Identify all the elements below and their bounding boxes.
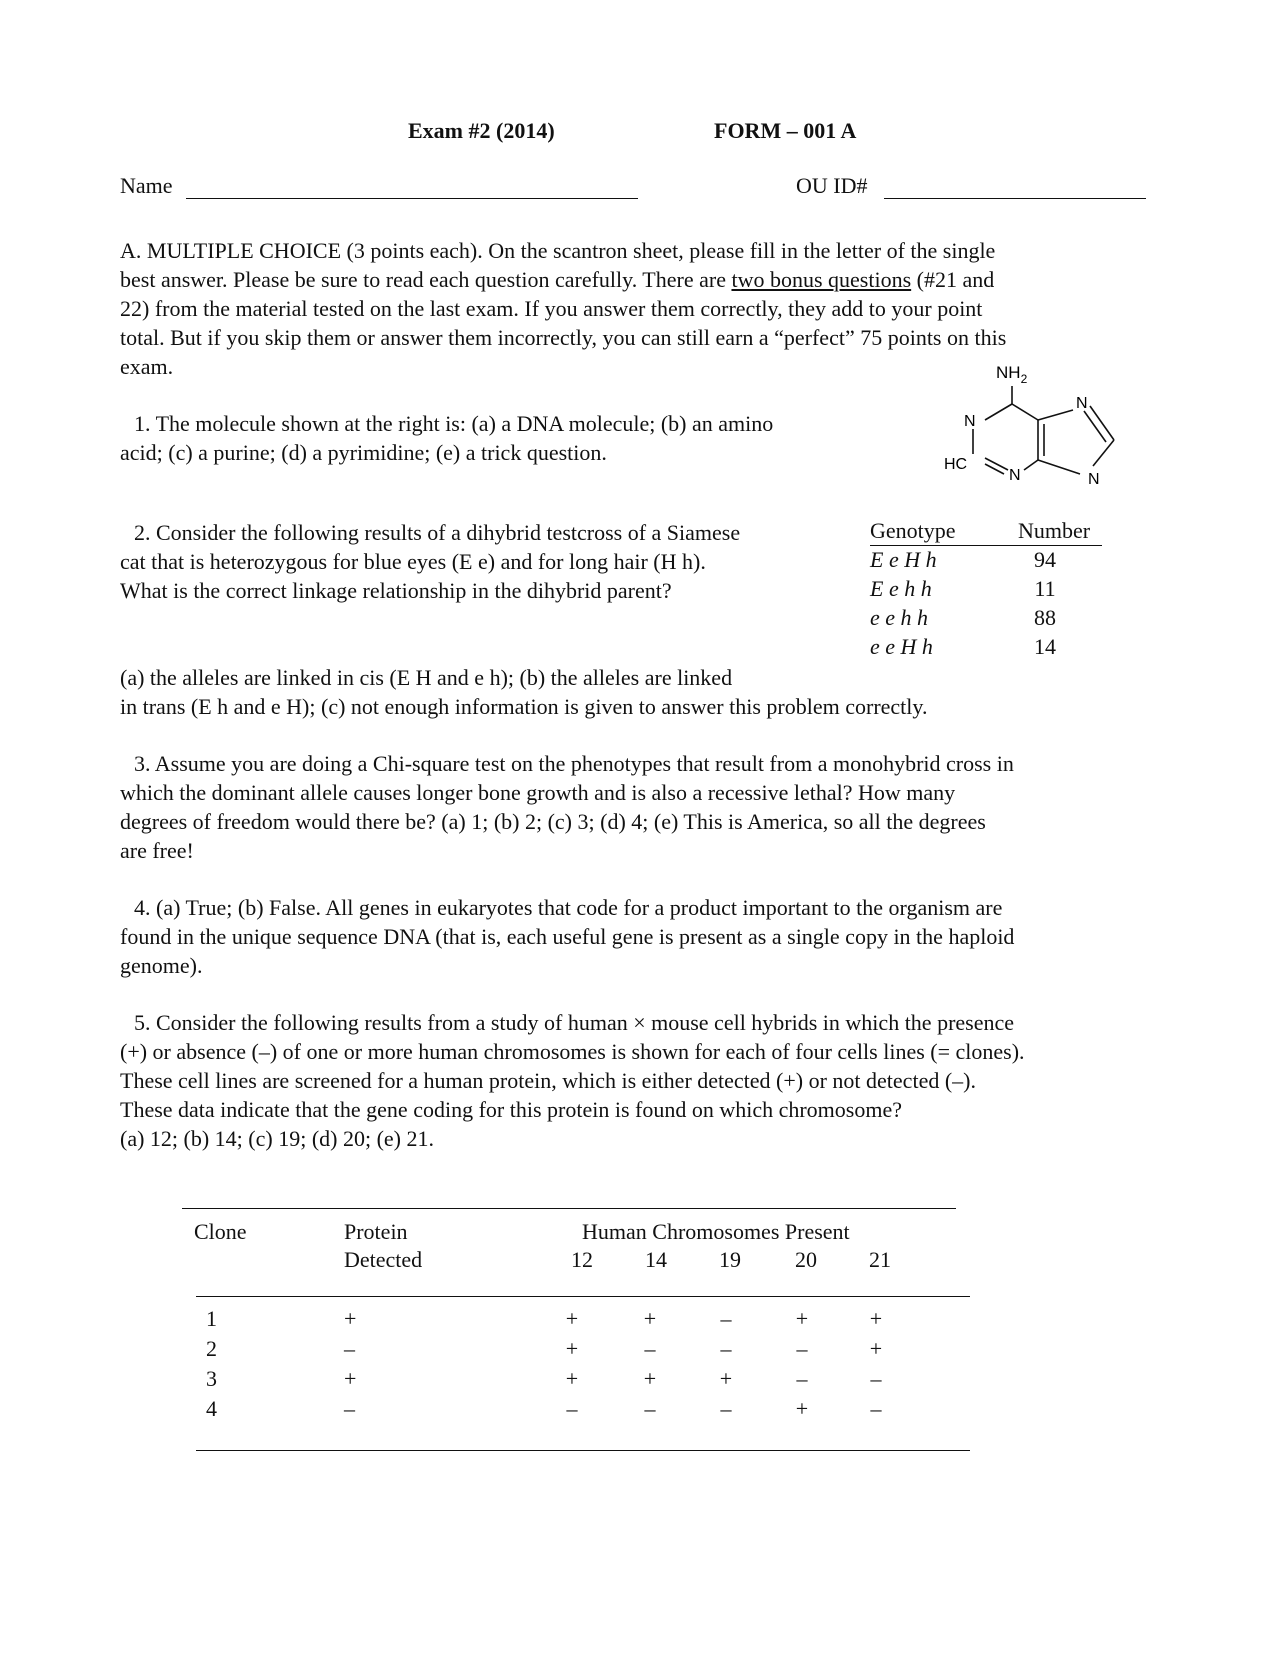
genotype-row-4: e e H h <box>870 634 933 659</box>
genotype-row-1: E e H h <box>870 547 937 572</box>
q5-line-2: (+) or absence (–) of one or more human chromosomes is shown for each of four cells lines (= clones). <box>120 1039 1025 1064</box>
q1-line-2: acid; (c) a purine; (d) a pyrimidine; (e) a trick question. <box>120 440 607 465</box>
clone-table-bottom-rule <box>196 1450 970 1451</box>
number-header: Number <box>1018 518 1091 543</box>
n1-label: N <box>964 413 976 430</box>
chromosome-12-header: 12 <box>571 1247 593 1272</box>
n3-label: N <box>1009 467 1021 484</box>
genotype-header: Genotype <box>870 518 956 543</box>
clone-row-1-chr14: + <box>643 1306 657 1331</box>
clone-table-header-rule <box>196 1296 970 1297</box>
clone-row-4-chr20: + <box>795 1396 809 1421</box>
clone-row-3-chr14: + <box>643 1366 657 1391</box>
instructions-line-4: total. But if you skip them or answer them incorrectly, you can still earn a “perfect” 75 points on this <box>120 325 1007 350</box>
q1-line-1: 1. The molecule shown at the right is: (a) a DNA molecule; (b) an amino <box>134 411 774 436</box>
genotype-table-header-rule <box>870 545 1102 546</box>
clone-row-4-chr21: – <box>870 1396 882 1421</box>
clone-row-1-chr20: + <box>795 1306 809 1331</box>
clone-row-3-chr21: – <box>870 1366 882 1391</box>
clone-row-2-chr20: – <box>796 1336 808 1361</box>
number-row-2: 11 <box>1034 576 1056 601</box>
clone-row-2-chr14: – <box>644 1336 656 1361</box>
name-label: Name <box>120 173 173 198</box>
clone-row-3-id: 3 <box>206 1366 217 1391</box>
q5-line-1: 5. Consider the following results from a study of human × mouse cell hybrids in which the presence <box>134 1010 1015 1035</box>
chromosomes-header: Human Chromosomes Present <box>582 1219 850 1244</box>
n9-label: N <box>1088 471 1100 488</box>
instructions-line-1: A. MULTIPLE CHOICE (3 points each). On the scantron sheet, please fill in the letter of the single <box>120 238 996 263</box>
q2-line-2: cat that is heterozygous for blue eyes (E e) and for long hair (H h). <box>120 549 706 574</box>
clone-row-1-chr19: – <box>720 1306 732 1331</box>
q2-answer-line-2: in trans (E h and e H); (c) not enough information is given to answer this problem correctly. <box>120 694 928 719</box>
nh2-label: $NH_2$ <box>996 363 1028 386</box>
clone-row-3-chr20: – <box>796 1366 808 1391</box>
clone-row-2-chr19: – <box>720 1336 732 1361</box>
q2-line-1: 2. Consider the following results of a dihybrid testcross of a Siamese <box>134 520 741 545</box>
clone-row-4-chr19: – <box>720 1396 732 1421</box>
number-row-1: 94 <box>1034 547 1056 572</box>
bonus-questions-emphasis: two bonus questions <box>731 267 912 292</box>
chromosome-20-header: 20 <box>795 1247 817 1272</box>
clone-row-4-id: 4 <box>206 1396 217 1421</box>
clone-row-3-protein: + <box>344 1366 357 1391</box>
q3-line-2: which the dominant allele causes longer bone growth and is also a recessive lethal? How many <box>120 780 956 805</box>
genotype-row-2: E e h h <box>870 576 932 601</box>
clone-row-4-protein: – <box>344 1396 355 1421</box>
clone-row-4-chr12: – <box>566 1396 578 1421</box>
q2-answer-line-1: (a) the alleles are linked in cis (E H and e h); (b) the alleles are linked <box>120 665 733 690</box>
id-label: OU ID# <box>796 173 868 198</box>
q4-line-3: genome). <box>120 953 203 978</box>
adenine-structure-diagram <box>930 356 1140 506</box>
clone-row-2-id: 2 <box>206 1336 217 1361</box>
q3-line-4: are free! <box>120 838 194 863</box>
number-row-3: 88 <box>1034 605 1056 630</box>
clone-row-2-chr12: + <box>565 1336 579 1361</box>
instructions-line-3: 22) from the material tested on the last exam. If you answer them correctly, they add to your point <box>120 296 983 321</box>
chromosome-14-header: 14 <box>645 1247 667 1272</box>
q5-line-4: These data indicate that the gene coding for this protein is found on which chromosome? <box>120 1097 902 1122</box>
instructions-line-5: exam. <box>120 354 174 379</box>
q4-line-2: found in the unique sequence DNA (that is, each useful gene is present as a single copy in the haploid <box>120 924 1015 949</box>
protein-header-line-2: Detected <box>344 1247 423 1272</box>
clone-row-1-protein: + <box>344 1306 357 1331</box>
clone-row-4-chr14: – <box>644 1396 656 1421</box>
q4-line-1: 4. (a) True; (b) False. All genes in eukaryotes that code for a product important to the organism are <box>134 895 1003 920</box>
q5-line-5: (a) 12; (b) 14; (c) 19; (d) 20; (e) 21. <box>120 1126 435 1151</box>
clone-row-2-chr21: + <box>869 1336 883 1361</box>
q5-line-3: These cell lines are screened for a human protein, which is either detected (+) or not detected (–). <box>120 1068 976 1093</box>
clone-row-1-chr21: + <box>869 1306 883 1331</box>
chromosome-19-header: 19 <box>719 1247 741 1272</box>
number-row-4: 14 <box>1034 634 1056 659</box>
clone-row-1-chr12: + <box>565 1306 579 1331</box>
q2-line-3: What is the correct linkage relationship in the dihybrid parent? <box>120 578 672 603</box>
instructions-line-2: best answer. Please be sure to read each question carefully. There are two bonus questions (#21 and <box>120 267 995 292</box>
name-field-line[interactable] <box>186 198 638 199</box>
clone-row-2-protein: – <box>344 1336 355 1361</box>
genotype-row-3: e e h h <box>870 605 929 630</box>
clone-row-3-chr12: + <box>565 1366 579 1391</box>
q3-line-3: degrees of freedom would there be? (a) 1; (b) 2; (c) 3; (d) 4; (e) This is America, so all the degrees <box>120 809 986 834</box>
id-field-line[interactable] <box>884 198 1146 199</box>
n7-label: N <box>1076 395 1088 412</box>
clone-header: Clone <box>194 1219 247 1244</box>
hc-label: HC <box>944 456 968 473</box>
protein-header-line-1: Protein <box>344 1219 408 1244</box>
form-label: FORM – 001 A <box>714 118 857 143</box>
clone-row-3-chr19: + <box>719 1366 733 1391</box>
clone-row-1-id: 1 <box>206 1306 217 1331</box>
exam-title: Exam #2 (2014) <box>408 118 555 143</box>
chromosome-21-header: 21 <box>869 1247 891 1272</box>
clone-table-top-rule <box>182 1208 956 1209</box>
q3-line-1: 3. Assume you are doing a Chi-square test on the phenotypes that result from a monohybrid cross in <box>134 751 1014 776</box>
